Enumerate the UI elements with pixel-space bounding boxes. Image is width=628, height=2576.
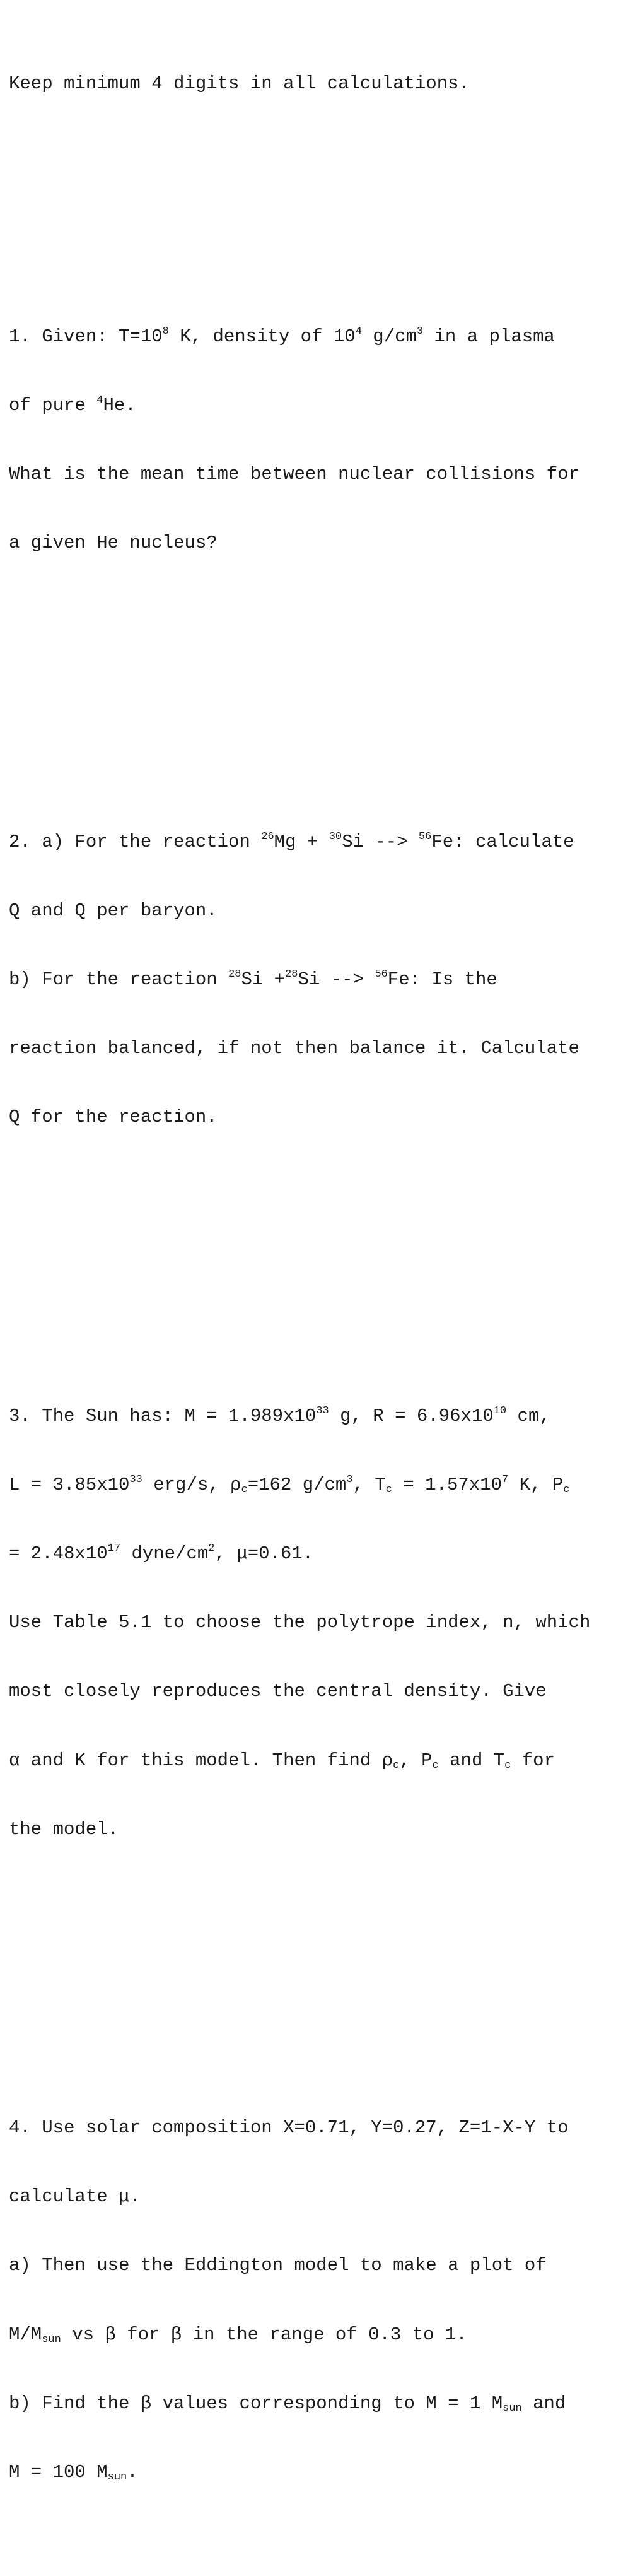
q2-line-3: b) For the reaction $^{28}$Si +$^{28}$Si --> $^{56}$Fe: Is the	[9, 968, 497, 990]
q3-line-3: = $2.48x10^{17}$ dyne/$cm^2$, μ=0.61.	[9, 1542, 314, 1564]
q1-line-3: What is the mean time between nuclear collisions for	[9, 464, 579, 485]
spacer	[9, 1956, 618, 1979]
question-3	[9, 1359, 618, 1887]
q1-line-2: of pure $^4$He.	[9, 394, 136, 416]
spacer	[9, 670, 618, 693]
q2-line-4: reaction balanced, if not then balance it. Calculate	[9, 1038, 579, 1059]
q3-line-6: α and K for this model. Then find $\rho_c$, $P_c$ and $T_c$ for	[9, 1750, 555, 1772]
q4-line-1: 4. Use solar composition X=0.71, Y=0.27, Z=1-X-Y to	[9, 2117, 569, 2139]
q1-line-4: a given He nucleus?	[9, 532, 218, 554]
q3-line-2: $L = 3.85x10^{33}$ erg/s, $\rho_c=162$ $g/cm^3$, $T_c = 1.57x10^7$ K, $P_c$	[9, 1473, 570, 1496]
q4-line-4: $M/M_{sun}$ vs β for β in the range of 0.3 to 1.	[9, 2324, 467, 2346]
question-4	[9, 2071, 618, 2530]
q3-line-4: Use Table 5.1 to choose the polytrope index, n, which	[9, 1612, 591, 1633]
q4-line-6: M = 100 $M_{sun}$.	[9, 2462, 138, 2484]
intro-line: Keep minimum 4 digits in all calculations.	[9, 73, 470, 95]
q1-line-1: 1. Given: $T=10^8$ K, density of $10^4$ $g/cm^3$ in a plasma	[9, 325, 555, 347]
q3-line-5: most closely reproduces the central density. Give	[9, 1681, 547, 1702]
q4-line-2: calculate μ.	[9, 2186, 141, 2208]
problem-sheet	[9, 4, 618, 2576]
q3-line-1: 3. The Sun has: $M = 1.989x10^{33}$ g, $R = 6.96x10^{10}$ cm,	[9, 1404, 550, 1426]
question-1	[9, 279, 618, 601]
spacer	[9, 165, 618, 187]
q3-line-7: the model.	[9, 1818, 119, 1840]
q4-line-3: a) Then use the Eddington model to make a plot of	[9, 2255, 547, 2276]
question-2	[9, 785, 618, 1175]
q2-line-5: Q for the reaction.	[9, 1107, 218, 1128]
q2-line-1: 2. a) For the reaction $^{26}$Mg + $^{30}$Si --> $^{56}$Fe: calculate	[9, 830, 574, 852]
q4-line-5: b) Find the β values corresponding to M = 1 $M_{sun}$ and	[9, 2392, 566, 2414]
q2-line-2: Q and Q per baryon.	[9, 900, 218, 921]
spacer	[9, 1244, 618, 1267]
